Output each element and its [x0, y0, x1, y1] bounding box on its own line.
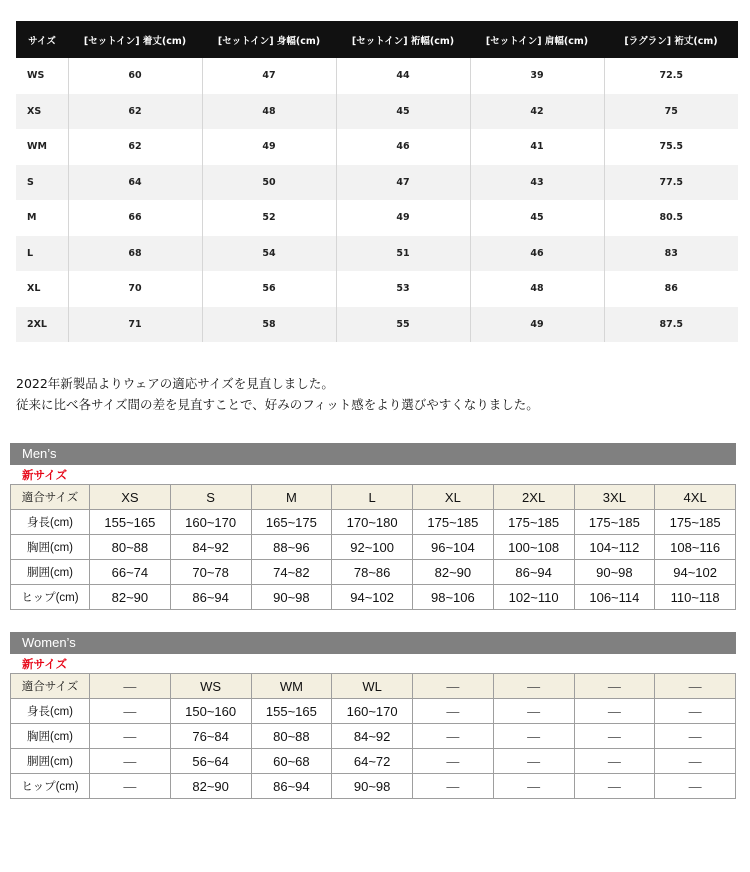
fit-cell: 102~110 — [493, 585, 574, 610]
fit-cell: — — [90, 774, 171, 799]
size-value: 48 — [470, 271, 604, 307]
fit-cell: 86~94 — [251, 774, 332, 799]
size-value: 62 — [68, 129, 202, 165]
notice-line-2: 従来に比べ各サイズ間の差を見直すことで、好みのフィット感をより選びやすくなりました。 — [16, 397, 539, 412]
size-value: 71 — [68, 307, 202, 343]
fit-cell: — — [493, 724, 574, 749]
fit-measure-row — [11, 585, 736, 610]
fit-measure-row — [11, 510, 736, 535]
fit-cell: — — [574, 774, 655, 799]
fit-cell: 82~90 — [90, 585, 171, 610]
fit-cell: — — [413, 699, 494, 724]
fit-cell: — — [413, 674, 494, 699]
size-value: 62 — [68, 94, 202, 130]
header-size: サイズ — [16, 21, 68, 58]
fit-cell: 104~112 — [574, 535, 655, 560]
fit-cell: 175~185 — [413, 510, 494, 535]
fit-row-label: 胸囲(cm) — [11, 535, 90, 560]
product-size-table — [16, 21, 738, 342]
fit-size-row — [11, 674, 736, 699]
fit-cell: 78~86 — [332, 560, 413, 585]
fit-cell: 70~78 — [170, 560, 251, 585]
fit-cell: — — [413, 749, 494, 774]
fit-cell: WM — [251, 674, 332, 699]
mens-new-size-label: 新サイズ — [22, 468, 68, 482]
size-row — [16, 165, 738, 201]
size-label: M — [16, 200, 68, 236]
fit-cell: WS — [170, 674, 251, 699]
fit-measure-row — [11, 724, 736, 749]
size-value: 72.5 — [659, 70, 683, 82]
size-label: XL — [16, 271, 68, 307]
fit-cell: — — [655, 749, 736, 774]
fit-cell: 94~102 — [332, 585, 413, 610]
fit-row-label: ヒップ(cm) — [11, 585, 90, 610]
size-value: 46 — [470, 236, 604, 272]
fit-cell: L — [332, 485, 413, 510]
fit-cell: — — [574, 749, 655, 774]
header-sleeve-width: [セットイン] 裄幅(cm) — [336, 21, 470, 58]
fit-measure-row — [11, 774, 736, 799]
fit-cell: 88~96 — [251, 535, 332, 560]
fit-cell: 96~104 — [413, 535, 494, 560]
fit-cell: 175~185 — [655, 510, 736, 535]
fit-cell: 150~160 — [170, 699, 251, 724]
size-value: 47 — [202, 58, 336, 94]
fit-cell: 66~74 — [90, 560, 171, 585]
fit-cell: XL — [413, 485, 494, 510]
fit-row-label: 胴囲(cm) — [11, 749, 90, 774]
size-value: 49 — [202, 129, 336, 165]
size-value: 64 — [68, 165, 202, 201]
size-value: 45 — [470, 200, 604, 236]
fit-cell: 160~170 — [170, 510, 251, 535]
womens-fit-table — [10, 673, 736, 799]
size-value: 55 — [336, 307, 470, 343]
size-value: 86 — [664, 283, 678, 295]
fit-cell: 84~92 — [332, 724, 413, 749]
header-raglan-sleeve: [ラグラン] 裄丈(cm) — [604, 21, 738, 58]
fit-cell: 84~92 — [170, 535, 251, 560]
fit-cell: 90~98 — [332, 774, 413, 799]
fit-cell: 2XL — [493, 485, 574, 510]
header-shoulder-width: [セットイン] 肩幅(cm) — [470, 21, 604, 58]
fit-row-label: 身長(cm) — [11, 699, 90, 724]
fit-cell: 82~90 — [170, 774, 251, 799]
womens-section-title: Women’s — [10, 632, 736, 654]
fit-cell: — — [493, 749, 574, 774]
fit-cell: 165~175 — [251, 510, 332, 535]
fit-measure-row — [11, 749, 736, 774]
fit-cell: — — [90, 724, 171, 749]
fit-cell: 90~98 — [251, 585, 332, 610]
fit-cell: 80~88 — [90, 535, 171, 560]
fit-row-label: 胸囲(cm) — [11, 724, 90, 749]
size-value: 52 — [202, 200, 336, 236]
size-row — [16, 271, 738, 307]
fit-cell: — — [493, 774, 574, 799]
fit-cell: — — [655, 699, 736, 724]
fit-row-label: 胴囲(cm) — [11, 560, 90, 585]
fit-cell: — — [90, 749, 171, 774]
size-value: 54 — [202, 236, 336, 272]
fit-cell: 175~185 — [493, 510, 574, 535]
size-row — [16, 129, 738, 165]
fit-cell: 155~165 — [251, 699, 332, 724]
size-value: 68 — [68, 236, 202, 272]
fit-measure-row — [11, 535, 736, 560]
fit-measure-row — [11, 699, 736, 724]
size-value: 87.5 — [604, 307, 738, 343]
fit-cell: — — [655, 674, 736, 699]
fit-cell: — — [574, 674, 655, 699]
size-value: 43 — [470, 165, 604, 201]
size-label: S — [16, 165, 68, 201]
fit-cell: 170~180 — [332, 510, 413, 535]
size-label: XS — [16, 94, 68, 130]
fit-cell: — — [413, 774, 494, 799]
header-length: [セットイン] 着丈(cm) — [68, 21, 202, 58]
fit-cell: WL — [332, 674, 413, 699]
size-value: 44 — [336, 58, 470, 94]
womens-new-size-label: 新サイズ — [22, 657, 68, 671]
size-value: 60 — [68, 58, 202, 94]
fit-cell: 110~118 — [655, 585, 736, 610]
fit-cell: 86~94 — [170, 585, 251, 610]
fit-cell: 98~106 — [413, 585, 494, 610]
size-label: 2XL — [16, 307, 68, 343]
size-row — [16, 307, 738, 343]
fit-size-row — [11, 485, 736, 510]
mens-section-title: Men’s — [10, 443, 736, 465]
fit-cell: — — [655, 774, 736, 799]
size-value: 53 — [336, 271, 470, 307]
fit-cell: 64~72 — [332, 749, 413, 774]
size-value: 66 — [68, 200, 202, 236]
size-value: 75.5 — [659, 141, 683, 153]
fit-cell: — — [574, 699, 655, 724]
fit-cell: 56~64 — [170, 749, 251, 774]
size-value: 41 — [470, 129, 604, 165]
size-value: 77.5 — [604, 165, 738, 201]
product-size-header-row — [16, 21, 738, 58]
fit-cell: 60~68 — [251, 749, 332, 774]
fit-cell: 175~185 — [574, 510, 655, 535]
fit-cell: — — [413, 724, 494, 749]
size-value: 50 — [202, 165, 336, 201]
fit-cell: — — [493, 699, 574, 724]
size-value: 75 — [604, 94, 738, 130]
size-value: 51 — [336, 236, 470, 272]
size-value: 80.5 — [659, 212, 683, 224]
fit-cell: — — [574, 724, 655, 749]
fit-cell: — — [655, 724, 736, 749]
fit-row-label: 適合サイズ — [11, 485, 90, 510]
fit-row-label: ヒップ(cm) — [11, 774, 90, 799]
size-label: L — [16, 236, 68, 272]
size-value: 47 — [336, 165, 470, 201]
fit-measure-row — [11, 560, 736, 585]
header-body-width: [セットイン] 身幅(cm) — [202, 21, 336, 58]
fit-cell: 80~88 — [251, 724, 332, 749]
size-row — [16, 58, 738, 94]
notice-line-1: 2022年新製品よりウェアの適応サイズを見直しました。 — [16, 376, 334, 391]
size-row — [16, 200, 738, 236]
fit-cell: — — [90, 674, 171, 699]
size-label: WM — [16, 129, 68, 165]
fit-cell: S — [170, 485, 251, 510]
fit-row-label: 適合サイズ — [11, 674, 90, 699]
fit-cell: 160~170 — [332, 699, 413, 724]
fit-cell: M — [251, 485, 332, 510]
size-value: 39 — [470, 58, 604, 94]
fit-cell: 4XL — [655, 485, 736, 510]
size-value: 58 — [202, 307, 336, 343]
fit-cell: 108~116 — [655, 535, 736, 560]
fit-cell: 76~84 — [170, 724, 251, 749]
fit-cell: XS — [90, 485, 171, 510]
fit-cell: 92~100 — [332, 535, 413, 560]
size-value: 70 — [68, 271, 202, 307]
size-row — [16, 236, 738, 272]
fit-cell: 82~90 — [413, 560, 494, 585]
size-value: 46 — [336, 129, 470, 165]
size-value: 49 — [470, 307, 604, 343]
fit-cell: 106~114 — [574, 585, 655, 610]
size-value: 42 — [470, 94, 604, 130]
mens-fit-table — [10, 484, 736, 610]
size-label: WS — [16, 58, 68, 94]
size-value: 45 — [336, 94, 470, 130]
fit-cell: — — [493, 674, 574, 699]
fit-cell: — — [90, 699, 171, 724]
size-value: 49 — [336, 200, 470, 236]
size-value: 48 — [202, 94, 336, 130]
fit-cell: 94~102 — [655, 560, 736, 585]
fit-cell: 100~108 — [493, 535, 574, 560]
fit-cell: 3XL — [574, 485, 655, 510]
size-row — [16, 94, 738, 130]
fit-cell: 86~94 — [493, 560, 574, 585]
size-value: 56 — [202, 271, 336, 307]
fit-row-label: 身長(cm) — [11, 510, 90, 535]
fit-cell: 90~98 — [574, 560, 655, 585]
fit-cell: 155~165 — [90, 510, 171, 535]
fit-cell: 74~82 — [251, 560, 332, 585]
size-value: 83 — [604, 236, 738, 272]
